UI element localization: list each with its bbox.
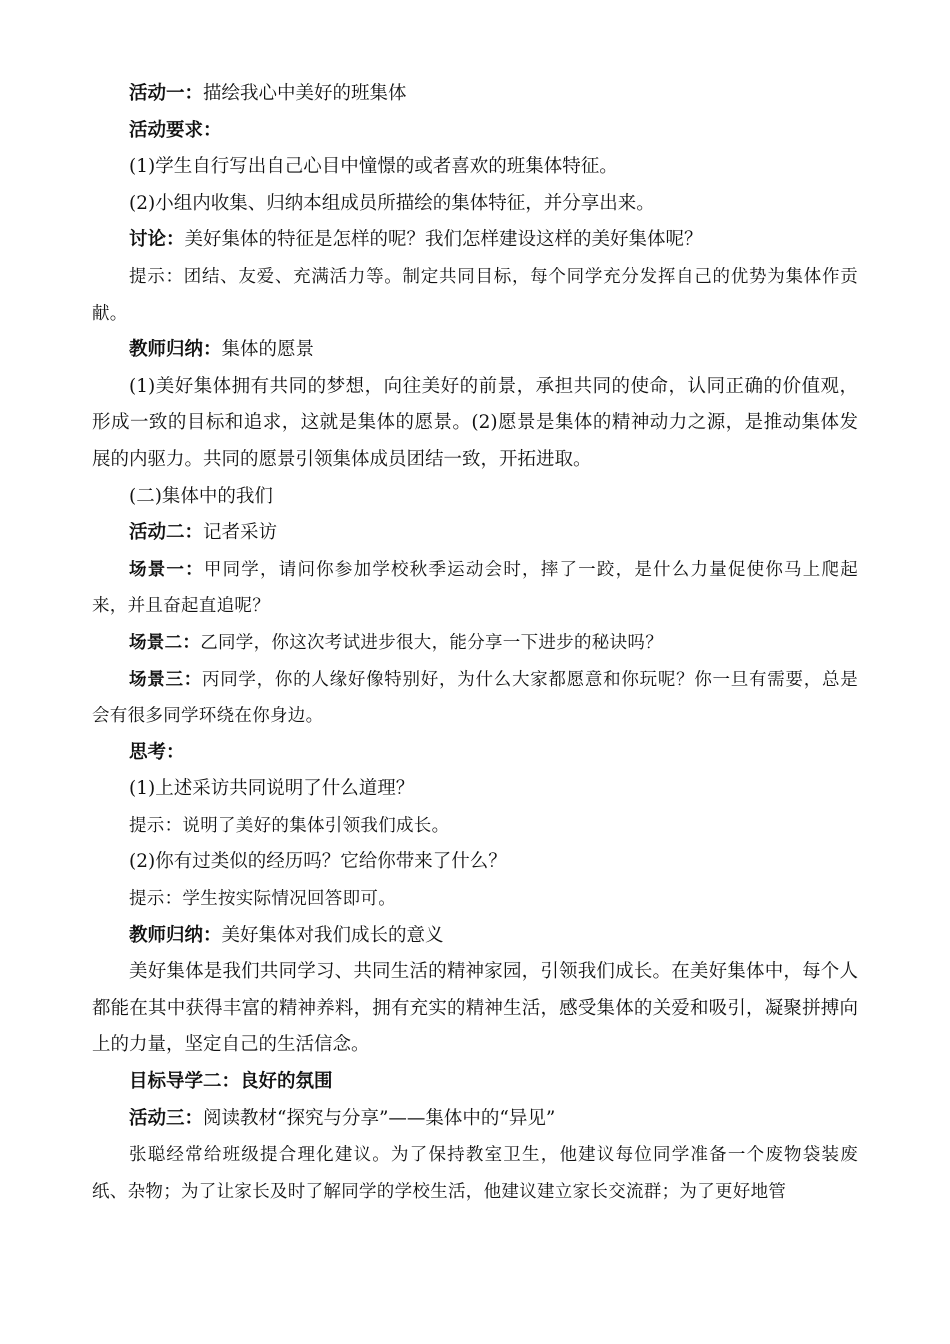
summary-1 bbox=[92, 332, 858, 369]
summary-2-paragraph: 美好集体是我们共同学习、共同生活的精神家园，引领我们成长。在美好集体中，每个人都能在其中获得丰富的精神养料，拥有充实的精神生活，感受集体的关爱和吸引，凝聚拼搏向上的力量，坚定自己的生活信念。 bbox=[92, 961, 858, 1056]
hint-1: 提示：团结、友爱、充满活力等。制定共同目标，每个同学充分发挥自己的优势为集体作贡献。 bbox=[92, 266, 858, 324]
scene-2-text: 乙同学，你这次考试进步很大，能分享一下进步的秘诀吗？ bbox=[200, 632, 664, 653]
discussion-label: 讨论： bbox=[129, 229, 185, 251]
scene-3-text: 丙同学，你的人缘好像特别好，为什么大家都愿意和你玩呢？你一旦有需要，总是会有很多同学环绕在你身边。 bbox=[92, 669, 859, 727]
summary-2 bbox=[92, 918, 858, 955]
summary-1-label: 教师归纳： bbox=[129, 339, 222, 361]
activity-3-label: 活动三： bbox=[129, 1107, 204, 1129]
question-1: (1)上述采访共同说明了什么道理？ bbox=[129, 778, 415, 800]
scene-1-label: 场景一： bbox=[129, 559, 204, 580]
scene-2-label: 场景二： bbox=[129, 632, 201, 653]
answer-1: 提示：说明了美好的集体引领我们成长。 bbox=[129, 815, 450, 836]
summary-2-text: 美好集体对我们成长的意义 bbox=[221, 924, 444, 946]
requirement-2: (2)小组内收集、归纳本组成员所描绘的集体特征，并分享出来。 bbox=[129, 192, 655, 214]
scene-3-label: 场景三： bbox=[129, 669, 202, 690]
activity-1-label: 活动一： bbox=[129, 83, 204, 104]
document-page bbox=[92, 76, 858, 1210]
activity-2-text: 记者采访 bbox=[203, 522, 278, 544]
activity-2-label: 活动二： bbox=[129, 522, 204, 544]
requirements-heading: 活动要求： bbox=[129, 119, 222, 141]
activity-1 bbox=[92, 76, 858, 113]
goal-2-heading: 目标导学二：良好的氛围 bbox=[129, 1071, 333, 1093]
summary-1-text: 集体的愿景 bbox=[221, 339, 315, 361]
question-2: (2)你有过类似的经历吗？它给你带来了什么？ bbox=[129, 851, 507, 873]
activity-2 bbox=[92, 515, 858, 552]
activity-3-text: 阅读教材“探究与分享”——集体中的“异见” bbox=[203, 1107, 556, 1129]
answer-2: 提示：学生按实际情况回答即可。 bbox=[129, 889, 396, 910]
discussion bbox=[92, 222, 858, 259]
activity-3 bbox=[92, 1101, 858, 1138]
summary-1-paragraph: (1)美好集体拥有共同的梦想，向往美好的前景，承担共同的使命，认同正确的价值观，形成一致的目标和追求，这就是集体的愿景。(2)愿景是集体的精神动力之源，是推动集体发展的内驱力。共同的愿景引领集体成员团结一致，开拓进取。 bbox=[92, 375, 858, 470]
story-paragraph: 张聪经常给班级提合理化建议。为了保持教室卫生，他建议每位同学准备一个废物袋装废纸、杂物；为了让家长及时了解同学的学校生活，他建议建立家长交流群；为了更好地管 bbox=[92, 1145, 858, 1202]
think-heading: 思考： bbox=[129, 741, 185, 763]
scene-1 bbox=[92, 552, 858, 625]
section-2-heading: (二)集体中的我们 bbox=[129, 485, 273, 507]
discussion-text: 美好集体的特征是怎样的呢？我们怎样建设这样的美好集体呢？ bbox=[184, 229, 703, 251]
scene-3 bbox=[92, 662, 858, 735]
requirement-1: (1)学生自行写出自己心目中憧憬的或者喜欢的班集体特征。 bbox=[129, 156, 618, 178]
scene-2 bbox=[92, 625, 858, 662]
summary-2-label: 教师归纳： bbox=[129, 924, 222, 946]
activity-1-text: 描绘我心中美好的班集体 bbox=[203, 83, 407, 104]
scene-1-text: 甲同学，请问你参加学校秋季运动会时，摔了一跤，是什么力量促使你马上爬起来，并且奋起直追呢？ bbox=[92, 559, 859, 617]
